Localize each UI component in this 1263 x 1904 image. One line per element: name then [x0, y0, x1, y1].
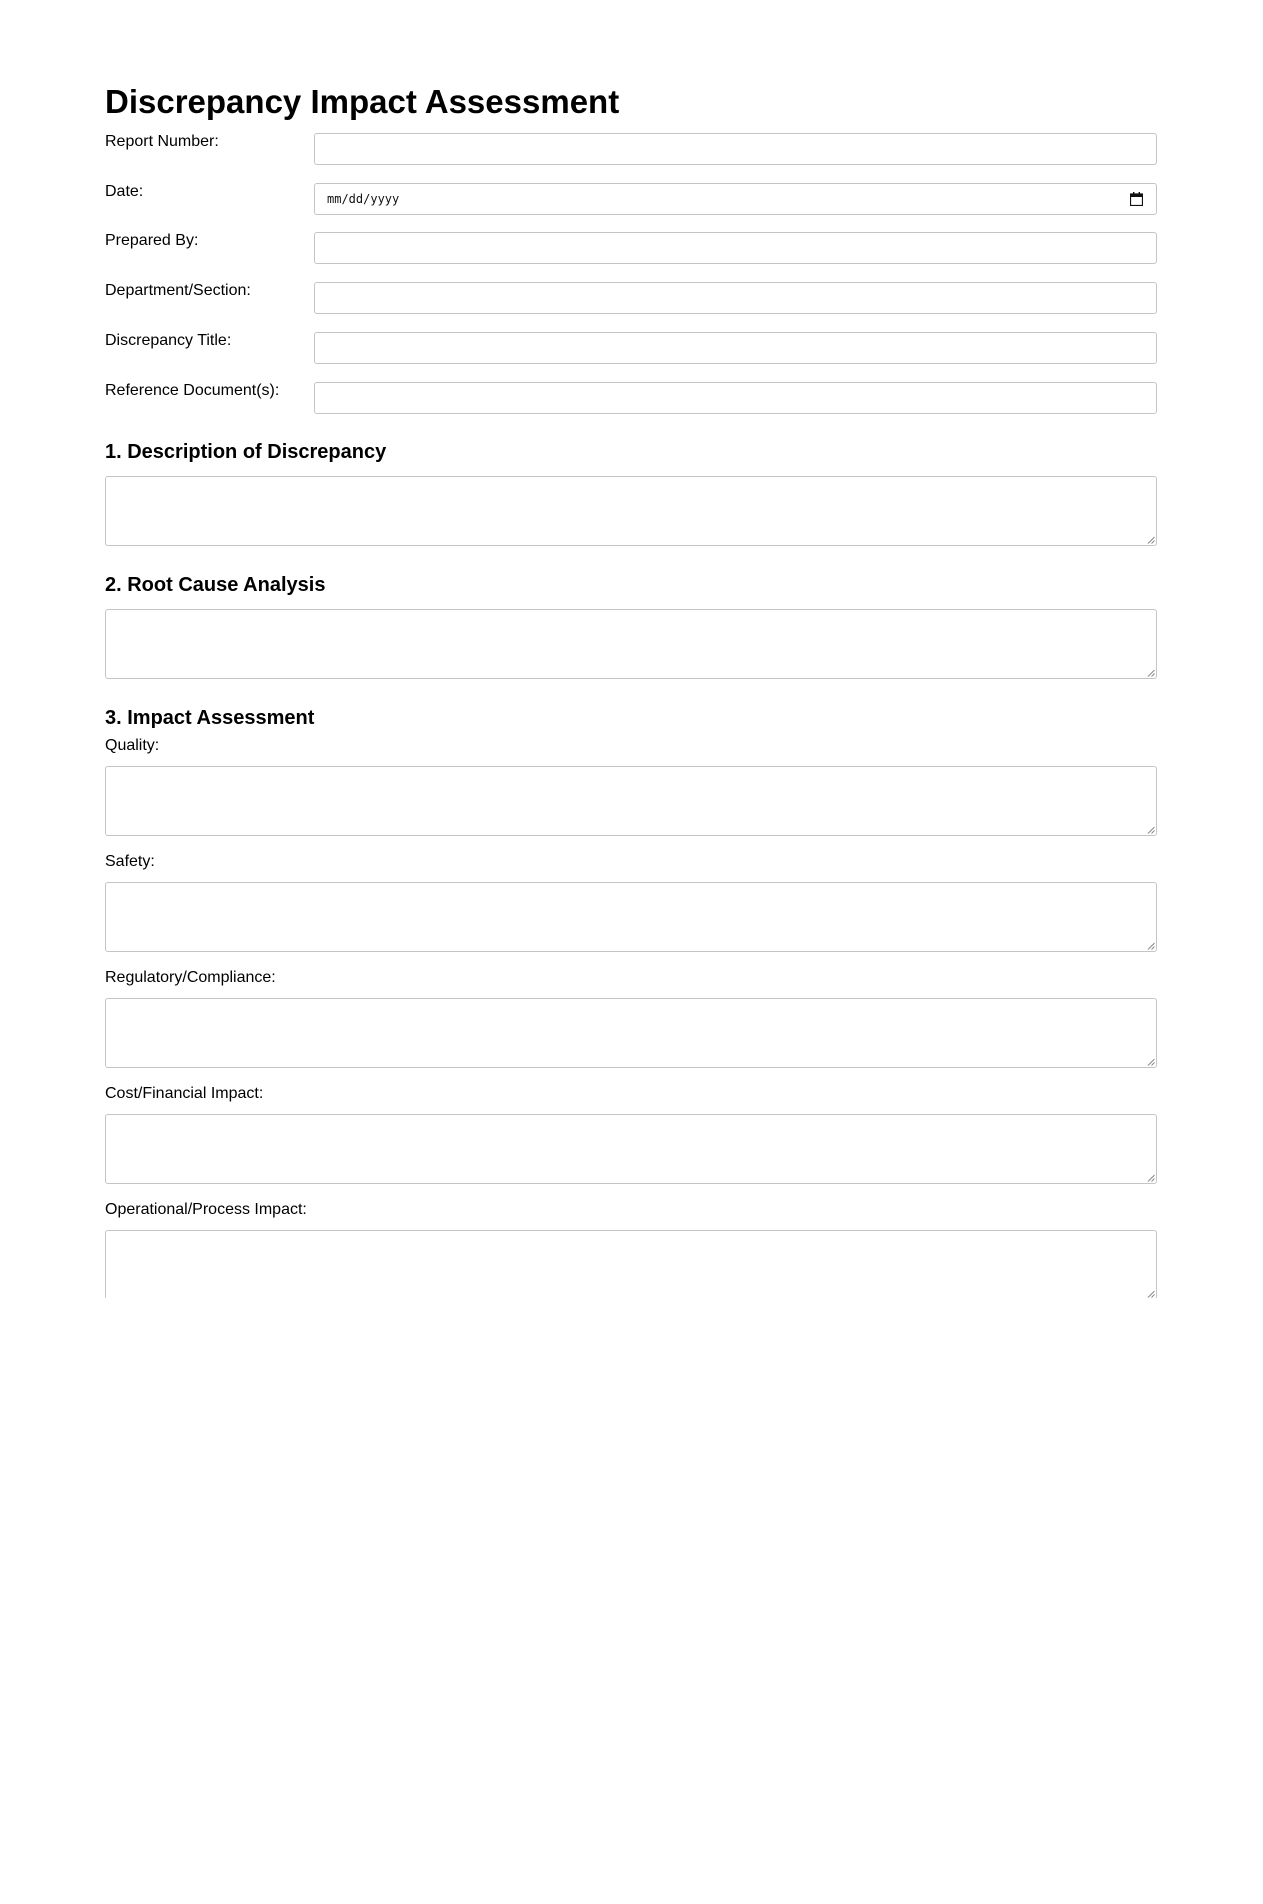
prepared-by-input[interactable] — [314, 232, 1157, 264]
department-row — [105, 282, 1157, 314]
description-textarea[interactable] — [105, 476, 1157, 546]
reference-documents-input[interactable] — [314, 382, 1157, 414]
resize-handle-icon[interactable] — [1147, 669, 1155, 677]
safety-textarea[interactable] — [105, 882, 1157, 952]
report-number-input[interactable] — [314, 133, 1157, 165]
operational-clip — [105, 1230, 1157, 1298]
cost-textarea[interactable] — [105, 1114, 1157, 1184]
resize-handle-icon[interactable] — [1147, 942, 1155, 950]
operational-textarea[interactable] — [105, 1230, 1157, 1298]
form-title: Discrepancy Impact Assessment — [105, 83, 620, 120]
report-number-label: Report Number: — [105, 133, 219, 150]
reference-documents-label: Reference Document(s): — [105, 382, 280, 399]
date-label: Date: — [105, 183, 144, 200]
reference-documents-row — [105, 382, 1157, 414]
report-number-row — [105, 133, 1157, 165]
resize-handle-icon[interactable] — [1147, 1058, 1155, 1066]
calendar-icon[interactable] — [1130, 192, 1143, 206]
regulatory-textarea[interactable] — [105, 998, 1157, 1068]
date-input[interactable] — [314, 183, 1157, 215]
resize-handle-icon[interactable] — [1147, 1290, 1155, 1298]
resize-handle-icon[interactable] — [1147, 1174, 1155, 1182]
prepared-by-row — [105, 232, 1157, 264]
quality-textarea[interactable] — [105, 766, 1157, 836]
impact-heading: 3. Impact Assessment — [105, 707, 315, 729]
cost-label: Cost/Financial Impact: — [105, 1085, 264, 1102]
resize-handle-icon[interactable] — [1147, 536, 1155, 544]
description-heading: 1. Description of Discrepancy — [105, 441, 387, 463]
department-input[interactable] — [314, 282, 1157, 314]
date-placeholder: mm/dd/yyyy — [327, 192, 400, 206]
safety-label: Safety: — [105, 853, 155, 870]
operational-label: Operational/Process Impact: — [105, 1201, 307, 1218]
root-cause-heading: 2. Root Cause Analysis — [105, 574, 326, 596]
quality-label: Quality: — [105, 737, 160, 754]
discrepancy-title-label: Discrepancy Title: — [105, 332, 232, 349]
department-label: Department/Section: — [105, 282, 251, 299]
root-cause-textarea[interactable] — [105, 609, 1157, 679]
resize-handle-icon[interactable] — [1147, 826, 1155, 834]
discrepancy-title-input[interactable] — [314, 332, 1157, 364]
regulatory-label: Regulatory/Compliance: — [105, 969, 276, 986]
discrepancy-title-row — [105, 332, 1157, 364]
date-row — [105, 183, 1157, 215]
prepared-by-label: Prepared By: — [105, 232, 199, 249]
